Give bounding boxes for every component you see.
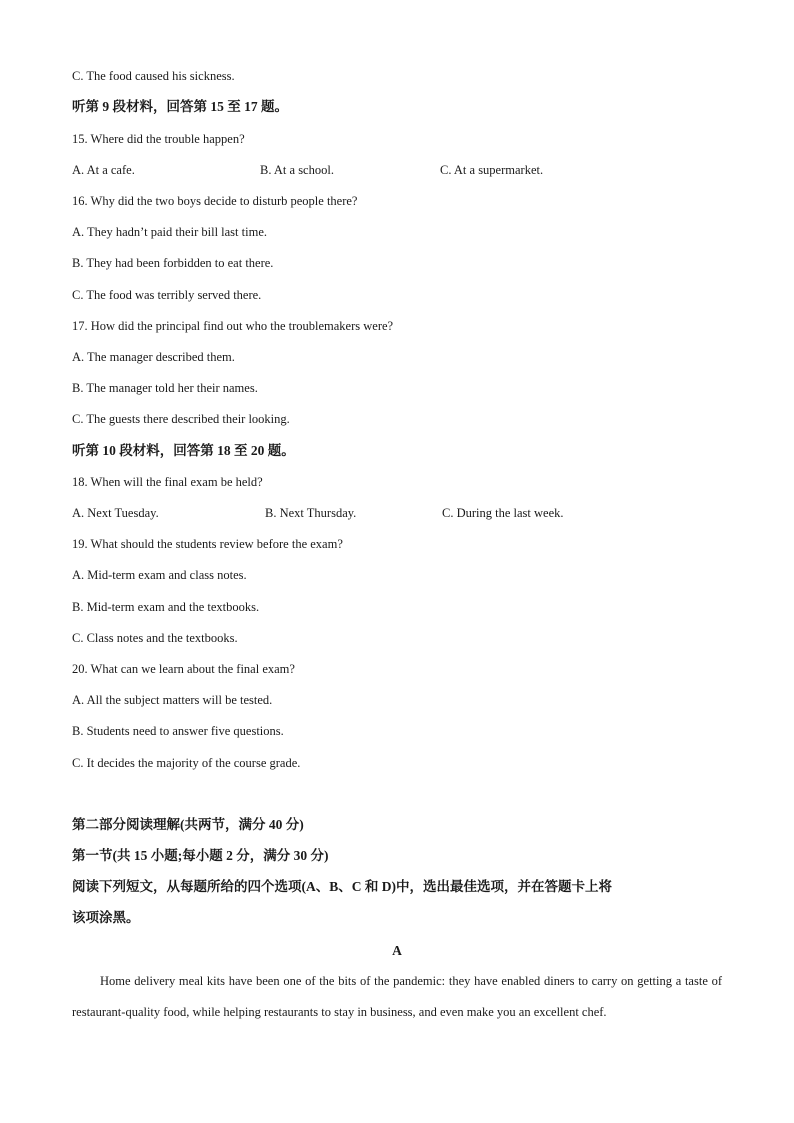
q16-option-b: B. They had been forbidden to eat there. <box>72 256 274 270</box>
question-19: 19. What should the students review before the exam? <box>72 537 343 551</box>
q19-option-b: B. Mid-term exam and the textbooks. <box>72 600 260 614</box>
q17-option-b: B. The manager told her their names. <box>72 381 258 395</box>
section-instruction: 听第 9 段材料，回答第 15 至 17 题。 <box>72 99 288 114</box>
q18-option-b: B. Next Thursday. <box>265 506 357 520</box>
part-heading: 第二部分阅读理解(共两节，满分 40 分) <box>72 817 304 832</box>
question-18: 18. When will the final exam be held? <box>72 475 263 489</box>
question-17: 17. How did the principal find out who the troublemakers were? <box>72 319 394 333</box>
reading-instruction-line2: 该项涂黑。 <box>72 910 140 925</box>
q15-option-c: C. At a supermarket. <box>440 163 544 177</box>
q15-option-b: B. At a school. <box>260 163 334 177</box>
q17-option-a: A. The manager described them. <box>72 350 235 364</box>
question-20: 20. What can we learn about the final exam? <box>72 662 295 676</box>
q19-option-a: A. Mid-term exam and class notes. <box>72 568 247 582</box>
q20-option-a: A. All the subject matters will be tested. <box>72 693 273 707</box>
question-15: 15. Where did the trouble happen? <box>72 132 245 146</box>
q19-option-c: C. Class notes and the textbooks. <box>72 631 238 645</box>
reading-instruction-line1: 阅读下列短文，从每题所给的四个选项(A、B、C 和 D)中，选出最佳选项，并在答题卡上将 <box>72 879 612 894</box>
q18-option-a: A. Next Tuesday. <box>72 506 159 520</box>
passage-paragraph: Home delivery meal kits have been one of the bits of the pandemic: they have enabled diners to carry on getting a taste of restaurant-quality food, while helping restaurants to stay in business, and even make you an excellent chef. <box>72 974 722 1019</box>
section-instruction: 听第 10 段材料，回答第 18 至 20 题。 <box>72 443 295 458</box>
section-heading: 第一节(共 15 小题;每小题 2 分，满分 30 分) <box>72 848 329 863</box>
q16-option-c: C. The food was terribly served there. <box>72 288 262 302</box>
q20-option-c: C. It decides the majority of the course grade. <box>72 756 301 770</box>
q15-option-a: A. At a cafe. <box>72 163 135 177</box>
q20-option-b: B. Students need to answer five questions. <box>72 724 284 738</box>
option-line: C. The food caused his sickness. <box>72 69 235 83</box>
q18-option-c: C. During the last week. <box>442 506 564 520</box>
q16-option-a: A. They hadn’t paid their bill last time. <box>72 225 267 239</box>
q17-option-c: C. The guests there described their looking. <box>72 412 290 426</box>
passage-heading: A <box>392 943 402 958</box>
question-16: 16. Why did the two boys decide to disturb people there? <box>72 194 358 208</box>
